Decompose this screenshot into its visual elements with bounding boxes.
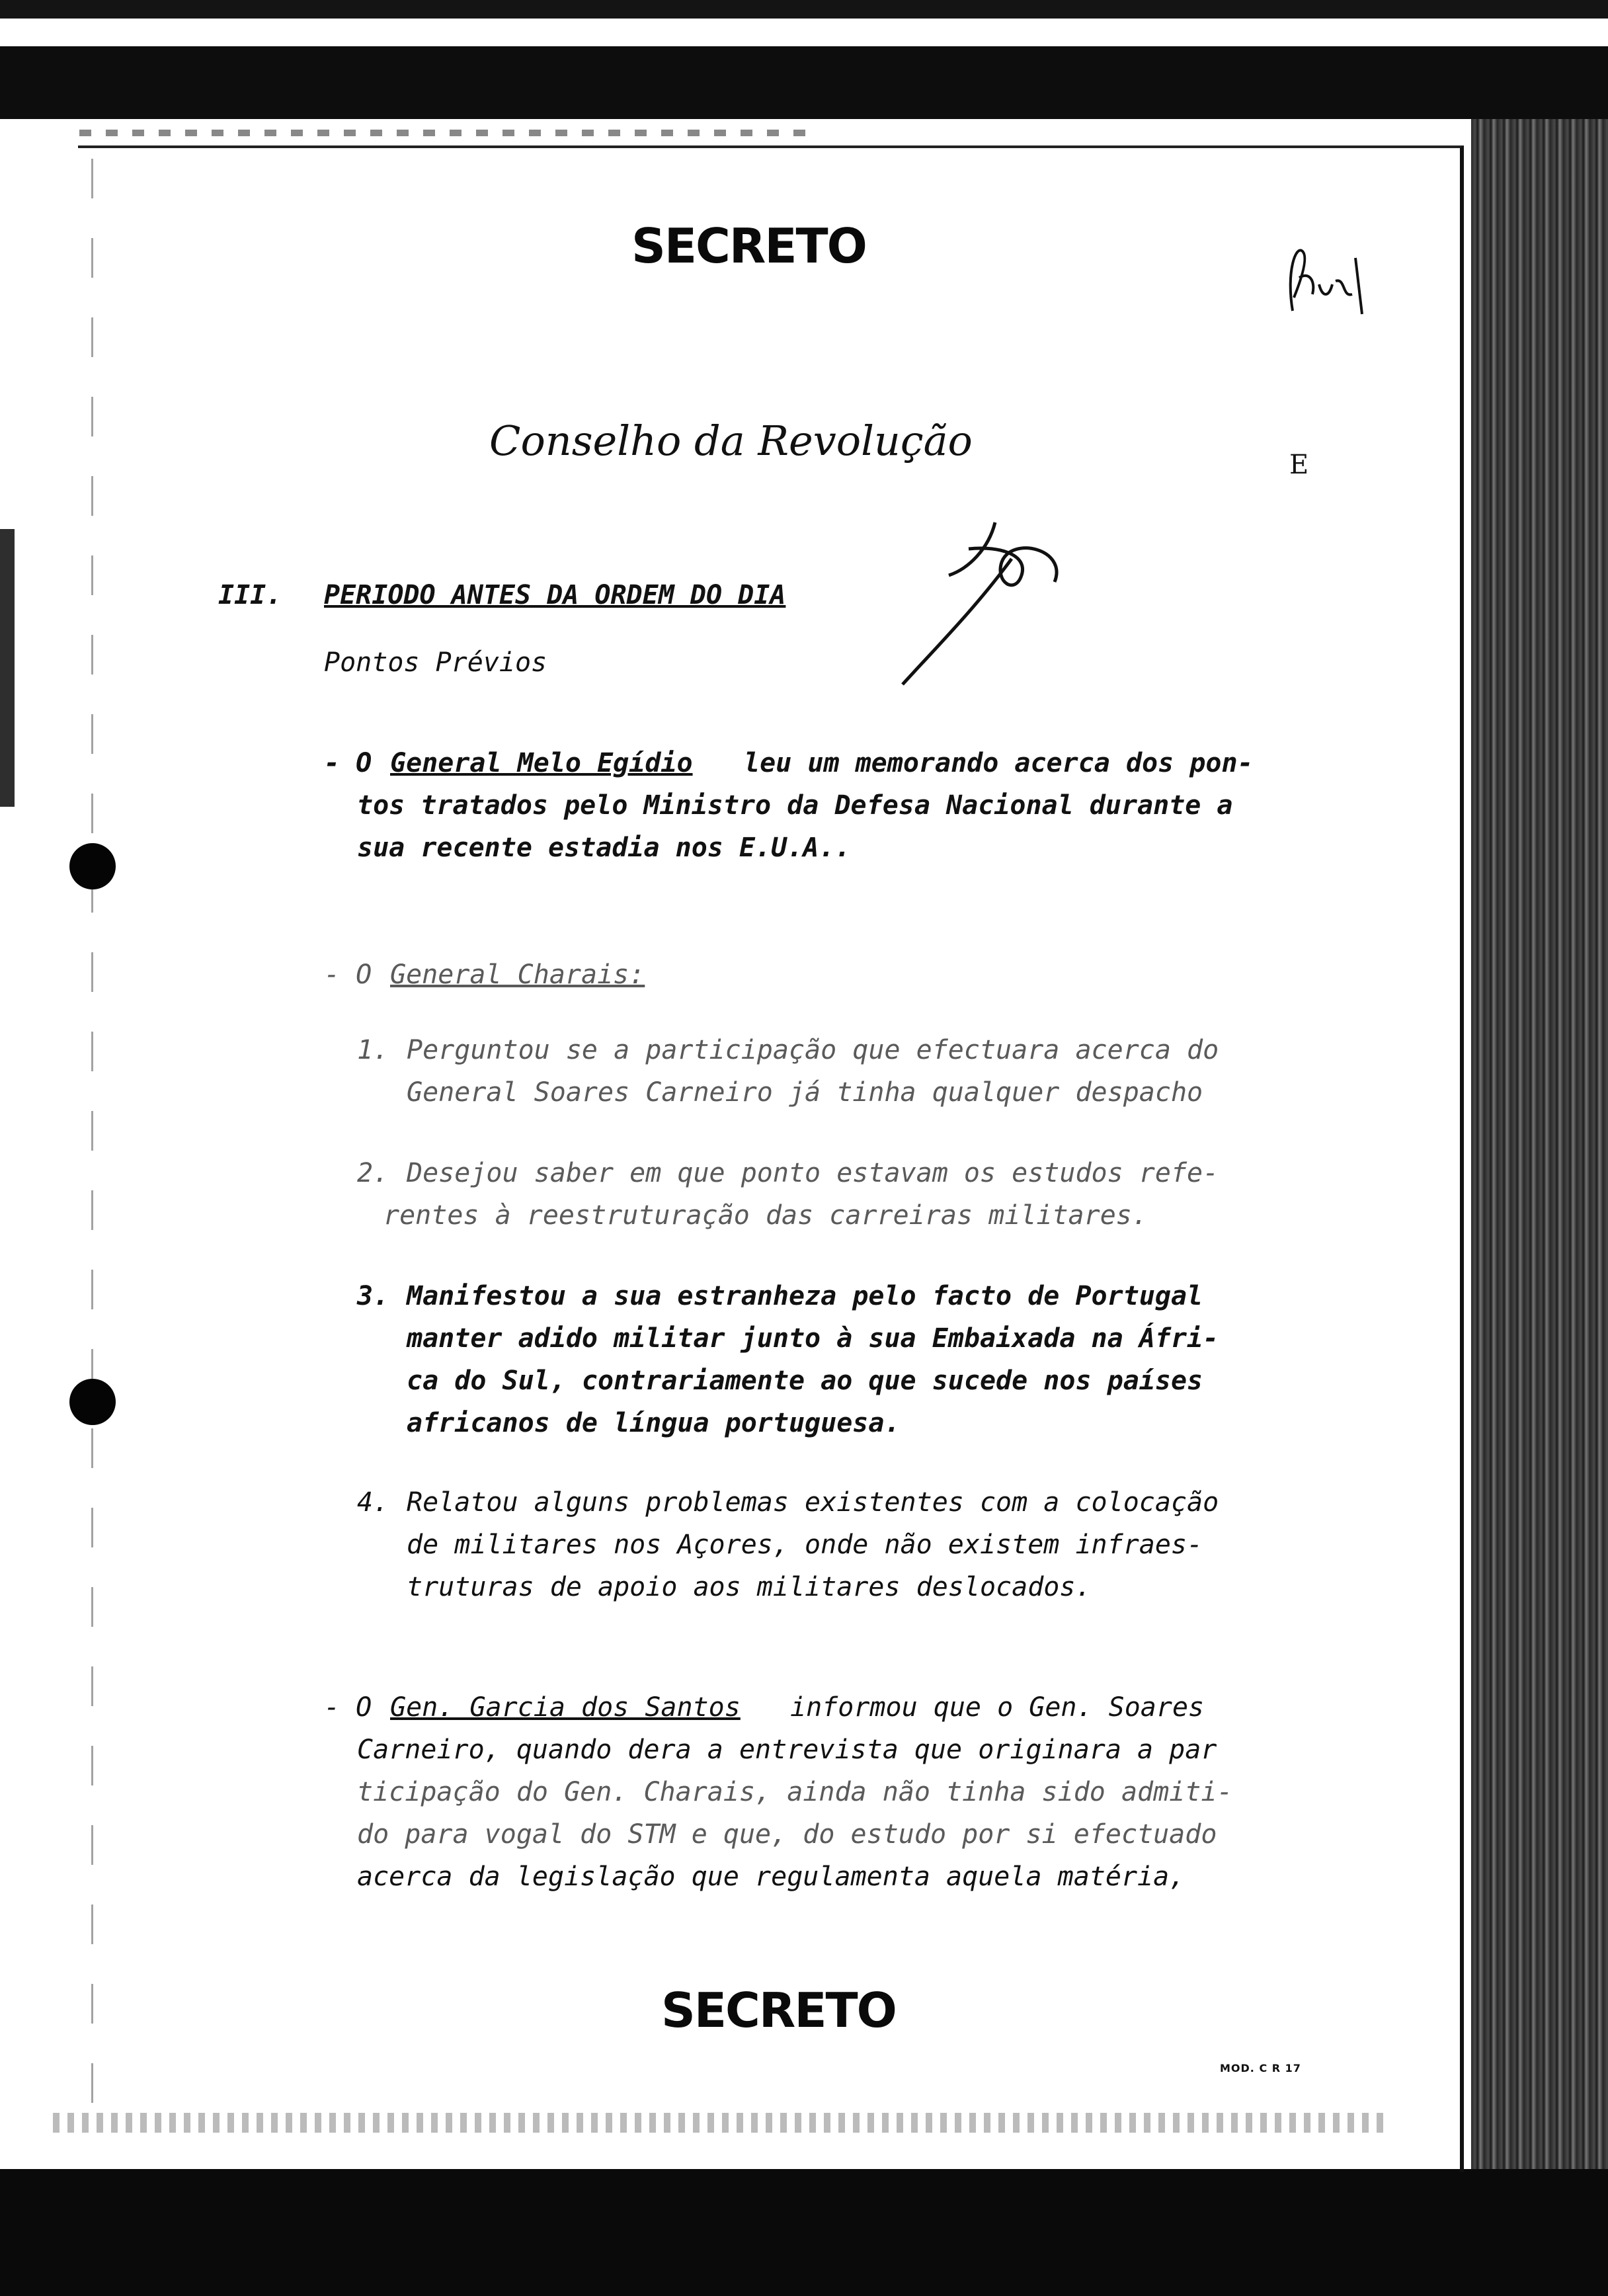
item-dash: - O: [324, 960, 372, 990]
paragraph-line: ticipação do Gen. Charais, ainda não tinha sido admiti-: [357, 1777, 1233, 1807]
punch-hole: [69, 843, 116, 889]
speaker-name: General Melo Egídio: [390, 748, 693, 778]
paragraph-line: Relatou alguns problemas existentes com a colocação: [407, 1487, 1219, 1518]
item-dash: - O: [324, 1692, 372, 1723]
paragraph-line: General Soares Carneiro já tinha qualquer despacho: [407, 1077, 1203, 1108]
signature: [896, 509, 1114, 694]
letterhead-council: Conselho da Revolução: [489, 417, 973, 465]
list-number: 1.: [357, 1035, 389, 1065]
paragraph-line: informou que o Gen. Soares: [790, 1692, 1205, 1723]
section-subtitle: Pontos Prévios: [324, 647, 547, 678]
scan-border-left: [0, 529, 15, 807]
paragraph-line: sua recente estadia nos E.U.A..: [357, 833, 851, 863]
speaker-name: Gen. Garcia dos Santos: [390, 1692, 741, 1723]
paragraph-line: ca do Sul, contrariamente ao que sucede nos países: [407, 1366, 1203, 1396]
list-number: 2.: [357, 1158, 389, 1188]
scan-border-bottom: [0, 2169, 1608, 2296]
section-title: PERIODO ANTES DA ORDEM DO DIA: [324, 580, 786, 610]
item-dash: - O: [324, 748, 372, 778]
paragraph-line: Perguntou se a participação que efectuara acerca do: [407, 1035, 1219, 1065]
paragraph-line: Desejou saber em que ponto estavam os estudos refe-: [407, 1158, 1219, 1188]
list-number: 4.: [357, 1487, 389, 1518]
paragraph-line: Carneiro, quando dera a entrevista que originara a par: [357, 1735, 1217, 1765]
punch-hole: [69, 1379, 116, 1425]
scan-noise-bottom: [53, 2113, 1388, 2133]
paragraph-line: truturas de apoio aos militares deslocados.: [407, 1572, 1092, 1602]
paragraph-line: acerca da legislação que regulamenta aquela matéria,: [357, 1862, 1186, 1892]
margin-line: [91, 159, 93, 2103]
scan-noise-top: [79, 130, 807, 136]
section-number: III.: [218, 580, 282, 610]
speaker-name: General Charais:: [390, 960, 645, 990]
paragraph-line: africanos de língua portuguesa.: [407, 1408, 901, 1438]
paragraph-line: de militares nos Açores, onde não existem infraes-: [407, 1530, 1203, 1560]
list-number: 3.: [357, 1281, 389, 1311]
paragraph-line: do para vogal do STM e que, do estudo por si efectuado: [357, 1819, 1217, 1850]
classification-stamp-bottom: SECRETO: [661, 1983, 896, 2038]
paragraph-line: manter adido militar junto à sua Embaixada na Áfri-: [407, 1323, 1219, 1354]
form-code: MOD. C R 17: [1220, 2062, 1301, 2074]
margin-mark: E: [1289, 450, 1309, 480]
classification-stamp-top: SECRETO: [631, 218, 866, 274]
handwritten-initials: [1279, 231, 1379, 324]
paragraph-line: leu um memorando acerca dos pon-: [744, 748, 1254, 778]
paragraph-line: tos tratados pelo Ministro da Defesa Nacional durante a: [357, 790, 1233, 821]
paragraph-line: Manifestou a sua estranheza pelo facto de Portugal: [407, 1281, 1203, 1311]
scan-border-top: [0, 0, 1608, 19]
scan-dark-band: [0, 46, 1608, 119]
paragraph-line: rentes à reestruturação das carreiras militares.: [383, 1200, 1148, 1231]
scan-border-right: [1471, 119, 1608, 2169]
